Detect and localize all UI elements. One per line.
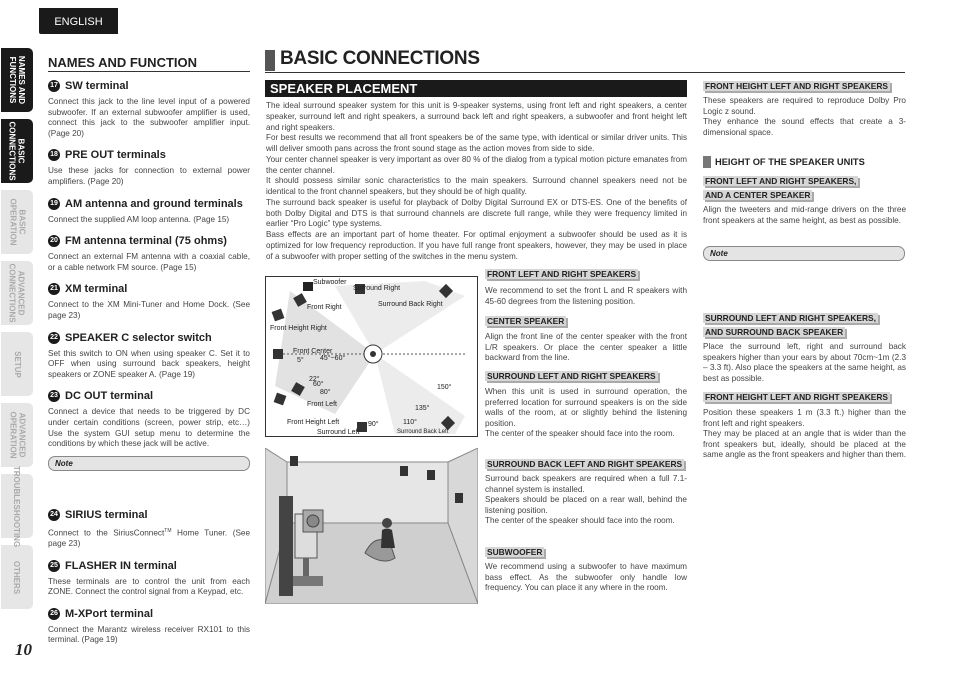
sub-title-surround-lr: SURROUND LEFT AND RIGHT SPEAKERS bbox=[487, 371, 656, 381]
label-angle-80: 80° bbox=[320, 389, 331, 396]
terminal-item bbox=[48, 198, 250, 226]
number-badge: 24 bbox=[48, 509, 60, 521]
terminal-item bbox=[48, 560, 250, 598]
terminal-item bbox=[48, 332, 250, 381]
speaker-placement-heading: SPEAKER PLACEMENT bbox=[265, 80, 687, 97]
sub-title-front-height: FRONT HEIGHT LEFT AND RIGHT SPEAKERS bbox=[705, 81, 889, 91]
sub-title-front-lr-center: FRONT LEFT AND RIGHT SPEAKERS, bbox=[705, 176, 857, 186]
terminal-title: M-XPort terminal bbox=[65, 607, 154, 620]
label-surround-back-right: Surround Back Right bbox=[378, 301, 443, 308]
terminal-desc: Use these jacks for connection to external power amplifiers. (Page 20) bbox=[48, 166, 250, 186]
label-surround-back-left: Surround Back Left bbox=[397, 429, 449, 435]
text-front-lr-center: Align the tweeters and mid-range drivers on the three front speakers at the same height, as best as possible. bbox=[703, 205, 906, 225]
text-surround-back: Surround back speakers are required when a full 7.1-channel system is installed. Speakers should be placed on a rear wall, behind the listening position. The center of the speaker should face into the room. bbox=[485, 474, 687, 526]
number-badge: 26 bbox=[48, 608, 60, 620]
center-speaker bbox=[293, 576, 323, 586]
number-badge: 25 bbox=[48, 560, 60, 572]
text-front-height: These speakers are required to reproduce Dolby Pro Logic z sound. They enhance the sound effects that create a 3-dimensional space. bbox=[703, 96, 906, 137]
label-front-right: Front Right bbox=[307, 304, 342, 311]
text-front-height-2: Position these speakers 1 m (3.3 ft.) higher than the front left and right speakers. They may be placed at an angle that is wider than the front speakers but, ideally, should be placed at the same angle as the front speakers and higher than them. bbox=[703, 408, 906, 460]
terminal-desc: Connect to the XM Mini-Tuner and Home Dock. (See page 23) bbox=[48, 300, 250, 320]
text-front-lr: We recommend to set the front L and R speakers with 45-60 degrees from the listening position. bbox=[485, 286, 687, 306]
label-angle-110: 110° bbox=[403, 419, 417, 426]
terminal-item bbox=[48, 390, 250, 449]
label-angle-5: 5° bbox=[297, 357, 304, 364]
terminal-item bbox=[48, 235, 250, 273]
sub-title-surround-back: SURROUND BACK LEFT AND RIGHT SPEAKERS bbox=[487, 459, 683, 469]
tab-names-and-functions[interactable]: NAMES AND FUNCTIONS bbox=[1, 48, 33, 112]
page-title: BASIC CONNECTIONS bbox=[280, 48, 480, 69]
terminal-item bbox=[48, 509, 250, 550]
number-badge: 20 bbox=[48, 235, 60, 247]
tab-setup[interactable]: SETUP bbox=[1, 332, 33, 396]
text-subwoofer: We recommend using a subwoofer to have maximum bass effect. As the subwoofer only handle low frequency. You can place it any where in the room. bbox=[485, 562, 687, 593]
subwoofer-box bbox=[303, 282, 313, 291]
tv-stand bbox=[303, 558, 309, 576]
tab-others[interactable]: OTHERS bbox=[1, 545, 33, 609]
room-illustration bbox=[265, 448, 478, 604]
label-front-height-left: Front Height Left bbox=[287, 419, 340, 426]
terminal-desc: Connect this jack to the line level input of a powered subwoofer. If an external subwoofer amplifier is used, connect this jack to the subwoofer amplifier input. (Page 20) bbox=[48, 97, 250, 138]
paragraph: The surround back speaker is useful for playback of Dolby Digital Surround EX or DTS-ES. One of the benefits of both Dolby Digital and DTS is that surround channels are discrete full range, while they were frequency limited in earlier “Pro Logic” type systems. bbox=[266, 197, 687, 229]
sub-title-surround-lr-back: SURROUND LEFT AND RIGHT SPEAKERS, bbox=[705, 313, 876, 323]
terminal-title: SW terminal bbox=[65, 80, 129, 92]
label-front-left: Front Left bbox=[307, 401, 337, 408]
text-center: Align the front line of the center speaker with the front L/R speakers. Or place the center speaker a little backward from the line. bbox=[485, 332, 687, 363]
terminal-desc: These terminals are to control the unit from each ZONE. Connect the control signal from a Keypad, etc. bbox=[48, 576, 250, 597]
sub-title-surround-lr-back-2: AND SURROUND BACK SPEAKER bbox=[705, 327, 844, 337]
label-angle-90: 90° bbox=[368, 421, 379, 428]
tab-basic-connections[interactable]: BASIC CONNECTIONS bbox=[1, 119, 33, 183]
terminal-desc: Connect the Marantz wireless receiver RX101 to this terminal. (Page 19) bbox=[48, 624, 250, 645]
label-surround-right: Surround Right bbox=[353, 285, 401, 292]
number-badge: 18 bbox=[48, 149, 60, 161]
terminal-desc: Connect an external FM antenna with a coaxial cable, or a cable network FM source. (Page 15) bbox=[48, 252, 250, 272]
label-front-center: Front Center bbox=[293, 348, 333, 355]
text-surround-lr: When this unit is used in surround operation, the preferred location for surround speakers is on the side walls of the room, at or slightly behind the listening position. The center of the speaker should face into the room. bbox=[485, 387, 687, 439]
sub-title-front-lr-center-2: AND A CENTER SPEAKER bbox=[705, 190, 811, 200]
speaker-placement-body bbox=[266, 101, 687, 262]
front-height-speaker bbox=[290, 456, 298, 466]
label-angle-45-60: 45°~60° bbox=[320, 355, 346, 362]
sub-title-center: CENTER SPEAKER bbox=[487, 316, 565, 326]
tab-advanced-connections[interactable]: ADVANCED CONNECTIONS bbox=[1, 261, 33, 325]
terminal-desc: Set this switch to ON when using speaker C. Set it to OFF when using surround back speakers, height speakers or ZONE speaker A. (Page 19) bbox=[48, 348, 250, 379]
title-accent bbox=[265, 50, 275, 71]
terminal-item bbox=[48, 149, 250, 187]
paragraph: Bass effects are an important part of home theater. For optimal enjoyment a subwoofer should be used as it is optimized for low frequency reproduction. If you have full range front speakers, however, they may be used in place of a subwoofer with proper setting of the switches in the menu system. bbox=[266, 230, 687, 261]
terminal-item bbox=[48, 283, 250, 321]
page-title-bar bbox=[265, 48, 905, 73]
paragraph: The ideal surround speaker system for this unit is 9-speaker systems, using front left and right speakers, a center speaker, surround left and right speakers, a surround back left and right speakers, a subwoofer and front height left and right speakers. bbox=[266, 101, 687, 132]
note-bar: Note bbox=[703, 246, 905, 261]
height-of-speaker-units-heading: HEIGHT OF THE SPEAKER UNITS bbox=[703, 156, 903, 168]
surround-back-speaker bbox=[400, 466, 408, 476]
speaker-layout-diagram bbox=[265, 276, 478, 437]
number-badge: 23 bbox=[48, 390, 60, 402]
label-subwoofer: Subwoofer bbox=[313, 279, 347, 286]
paragraph: Your center channel speaker is very important as over 80 % of the dialog from a typical motion picture emanates from the center channel. bbox=[266, 154, 687, 175]
terminal-item bbox=[48, 80, 250, 139]
terminal-title: DC OUT terminal bbox=[65, 390, 154, 403]
tab-troubleshooting[interactable]: TROUBLESHOOTING bbox=[1, 474, 33, 538]
number-badge: 17 bbox=[48, 80, 60, 92]
terminal-item bbox=[48, 608, 250, 646]
heading-accent bbox=[703, 156, 711, 168]
number-badge: 22 bbox=[48, 332, 60, 344]
label-angle-150: 150° bbox=[437, 384, 452, 391]
terminal-title: FLASHER IN terminal bbox=[65, 559, 177, 572]
number-badge: 21 bbox=[48, 283, 60, 295]
front-center-box bbox=[273, 349, 283, 359]
side-tabs bbox=[1, 48, 33, 616]
label-angle-135: 135° bbox=[415, 405, 430, 412]
terminal-desc: Connect a device that needs to be triggered by DC under certain conditions (screen, power strip, etc…) Use the system GUI setup menu to determine the conditions by which these jack will be active. bbox=[48, 407, 250, 449]
terminal-title: FM antenna terminal (75 ohms) bbox=[65, 235, 227, 248]
terminal-title: XM terminal bbox=[65, 283, 128, 296]
listener-dot bbox=[370, 351, 376, 357]
person-head bbox=[382, 518, 392, 528]
terminal-list bbox=[48, 80, 250, 656]
terminal-title: SIRIUS terminal bbox=[65, 508, 148, 521]
surround-speaker bbox=[455, 493, 463, 503]
text-surround-lr-back: Place the surround left, right and surround back speakers higher than your ears by about 70cm~1m (2.3 – 3.3 ft). Also place the speakers at the same height, as best as possible. bbox=[703, 342, 906, 383]
surround-back-speaker-2 bbox=[427, 470, 435, 480]
label-surround-left: Surround Left bbox=[317, 429, 360, 436]
sub-title-subwoofer: SUBWOOFER bbox=[487, 547, 543, 557]
label-angle-60: 60° bbox=[313, 381, 324, 388]
terminal-desc: Connect to the SiriusConnect™ Home Tuner. (See page 23) bbox=[48, 527, 251, 549]
language-badge: ENGLISH bbox=[39, 8, 118, 34]
tab-advanced-operation[interactable]: ADVANCED OPERATION bbox=[1, 403, 33, 467]
terminal-desc: Connect the supplied AM loop antenna. (Page 15) bbox=[48, 214, 230, 224]
terminal-title: SPEAKER C selector switch bbox=[65, 331, 212, 344]
front-left-tower bbox=[279, 496, 293, 596]
names-and-function-heading: NAMES AND FUNCTION bbox=[48, 55, 250, 72]
tab-basic-operation[interactable]: BASIC OPERATION bbox=[1, 190, 33, 254]
number-badge: 19 bbox=[48, 198, 60, 210]
page-number: 10 bbox=[15, 640, 32, 659]
label-angle-22: 22° bbox=[309, 376, 320, 383]
sub-title-front-lr: FRONT LEFT AND RIGHT SPEAKERS bbox=[487, 269, 637, 279]
sub-title-front-height-2: FRONT HEIGHT LEFT AND RIGHT SPEAKERS bbox=[705, 392, 889, 402]
terminal-title: AM antenna and ground terminals bbox=[65, 197, 243, 210]
label-front-height-right: Front Height Right bbox=[270, 325, 327, 332]
terminal-title: PRE OUT terminals bbox=[65, 149, 166, 162]
note-bar: Note bbox=[48, 456, 250, 471]
paragraph: It should possess similar sonic characteristics to the main speakers. Surround channel speakers need not be identical to the front channel speakers, but they should be of high quality. bbox=[266, 176, 687, 196]
paragraph: For best results we recommend that all front speakers be of the same type, with identical or similar driver units. This will deliver smooth pans across the front sound stage as the action moves from side to side. bbox=[266, 133, 687, 153]
